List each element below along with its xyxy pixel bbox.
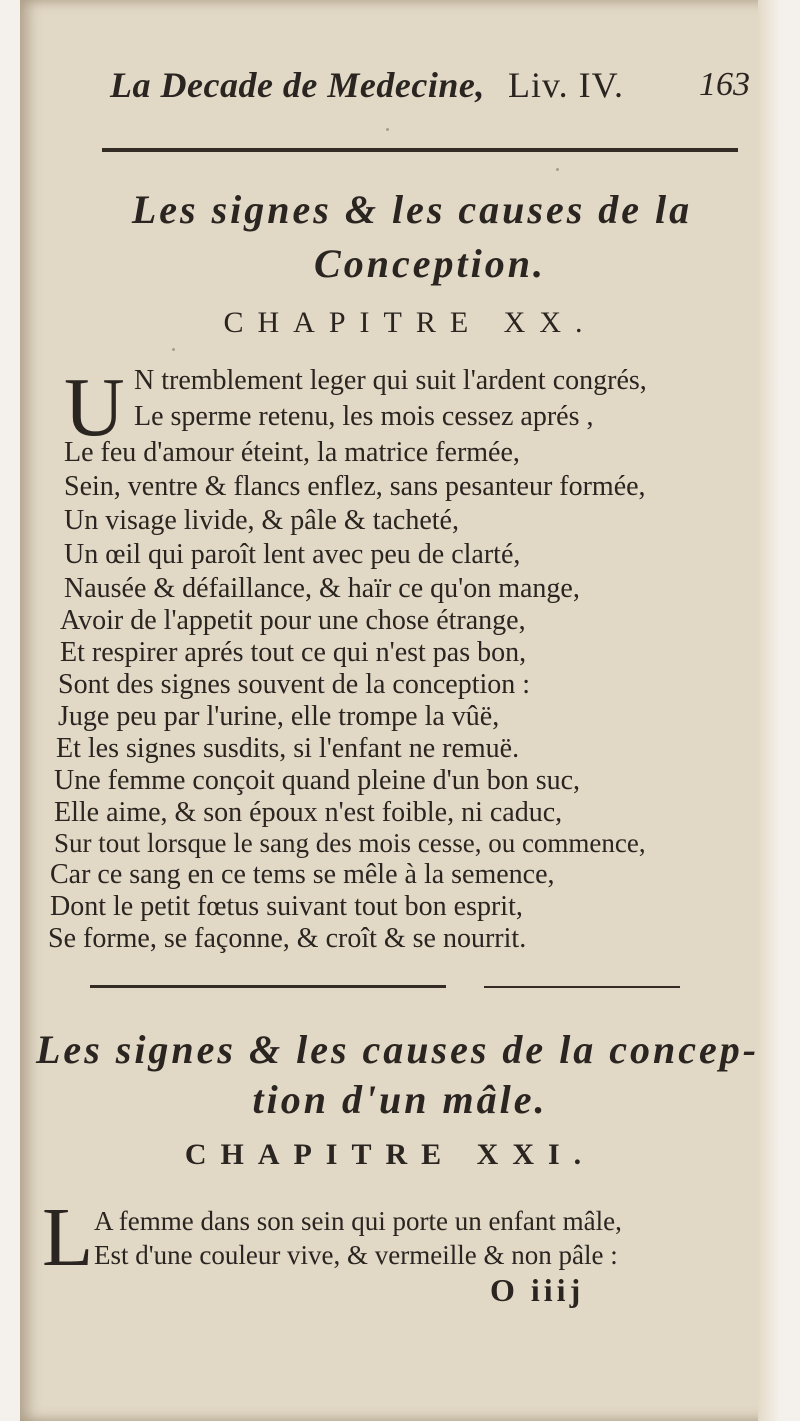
section1-chapter-heading: CHAPITRE XX. (223, 306, 597, 339)
section2-verse-line: Est d'une couleur vive, & vermeille & non pâle : (94, 1240, 618, 1270)
book-number: Liv. IV. (508, 65, 624, 105)
section1-verse-line: Un visage livide, & pâle & tacheté, (64, 505, 459, 536)
section2-verse-line: A femme dans son sein qui porte un enfant mâle, (94, 1206, 622, 1236)
section1-verse-line: Car ce sang en ce tems se mêle à la semence, (50, 859, 555, 890)
section2-title-line1: Les signes & les causes de la concep- (36, 1027, 760, 1072)
section1-verse-line: Sein, ventre & flancs enflez, sans pesanteur formée, (64, 471, 646, 502)
section1-title-line2: Conception. (314, 241, 546, 286)
section1-verse-line: Le sperme retenu, les mois cessez aprés , (134, 401, 594, 432)
section1-verse-line: Et respirer aprés tout ce qui n'est pas bon, (60, 637, 527, 668)
section1-verse-line: Le feu d'amour éteint, la matrice fermée, (64, 437, 520, 468)
section1-verse-line: Et les signes susdits, si l'enfant ne remuë. (56, 733, 520, 764)
section2-drop-cap: L (42, 1191, 94, 1284)
page-number: 163 (699, 66, 750, 103)
section1-verse-line: Sur tout lorsque le sang des mois cesse, ou commence, (54, 828, 646, 858)
section1-title-line1: Les signes & les causes de la (131, 187, 693, 232)
section1-verse-line: Elle aime, & son époux n'est foible, ni caduc, (54, 797, 563, 828)
section1-verse-line: Sont des signes souvent de la conception : (58, 669, 531, 700)
header-rule (102, 148, 738, 152)
paper-edge (758, 0, 780, 1421)
section1-verse-line: N tremblement leger qui suit l'ardent congrés, (134, 365, 647, 396)
section-separator-right (484, 986, 680, 988)
running-header (110, 60, 750, 120)
running-title: La Decade de Medecine, (110, 65, 485, 105)
section1-verse-line: Juge peu par l'urine, elle trompe la vûë, (58, 701, 500, 732)
section1-verse-line: Une femme conçoit quand pleine d'un bon suc, (54, 765, 581, 796)
section1-verse-line: Un œil qui paroît lent avec peu de clarté, (64, 539, 521, 570)
signature-mark: O iiij (490, 1272, 585, 1308)
ink-fleck (172, 348, 175, 351)
ink-fleck (556, 168, 559, 171)
section1-verse-line: Se forme, se façonne, & croît & se nourrit. (48, 923, 527, 954)
ink-fleck (386, 128, 389, 131)
section1-drop-cap: U (64, 361, 125, 454)
section2-title-line2: tion d'un mâle. (252, 1077, 548, 1122)
section1-verse-line: Avoir de l'appetit pour une chose étrange, (60, 605, 526, 636)
section1-verse-line: Dont le petit fœtus suivant tout bon esprit, (50, 891, 523, 922)
section1-verse-line: Nausée & défaillance, & haïr ce qu'on mange, (64, 573, 580, 604)
section2-chapter-heading: CHAPITRE XXI. (184, 1138, 596, 1171)
section-separator-left (90, 985, 446, 988)
